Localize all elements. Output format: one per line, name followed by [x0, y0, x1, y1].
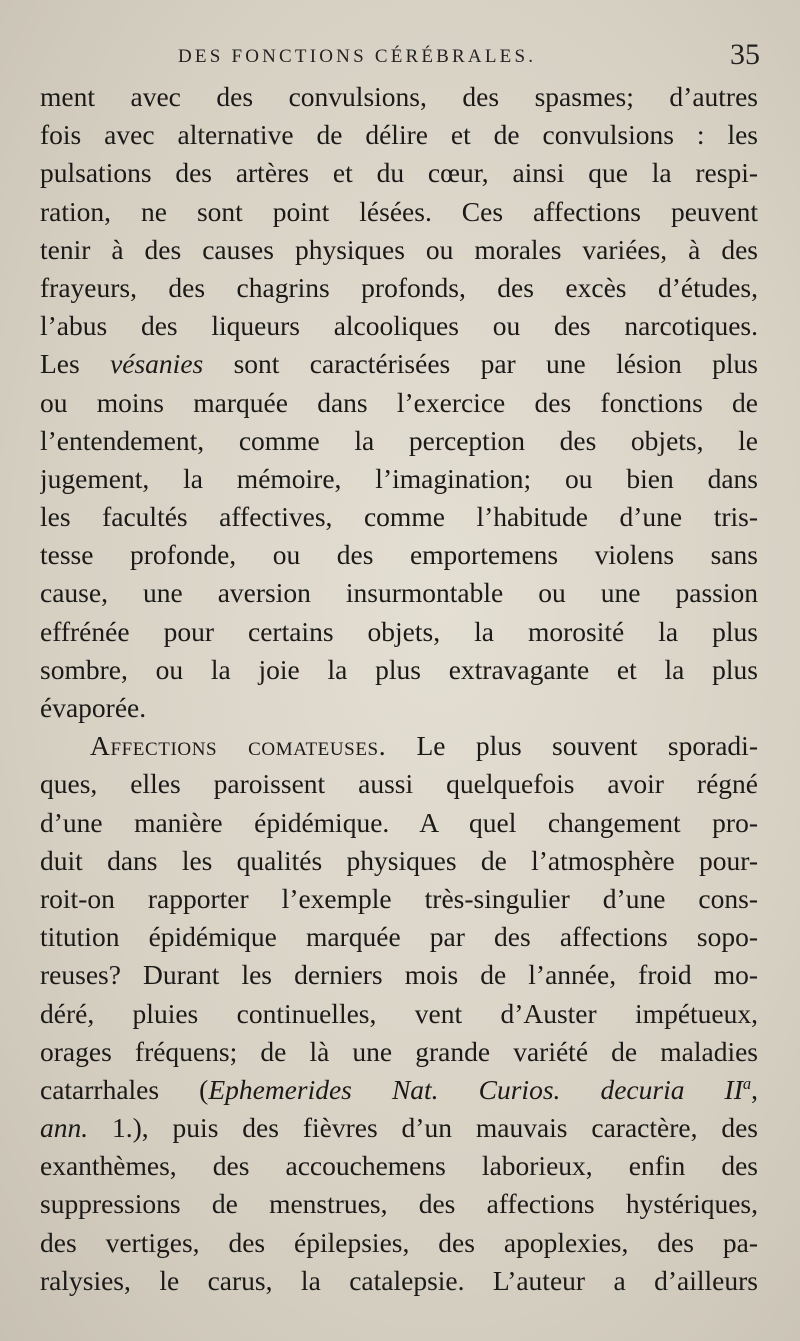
text-line: duit dans les qualités physiques de l’atmosphère pour- — [40, 844, 758, 876]
text-line: cause, une aversion insurmontable ou une passion — [40, 577, 758, 609]
text-line: titution épidémique marquée par des affections sopo- — [40, 921, 758, 953]
text-line: déré, pluies continuelles, vent d’Auster impétueux, — [40, 997, 758, 1029]
text-line: pulsations des artères et du cœur, ainsi que la respi- — [40, 157, 758, 189]
text-run: sont caractérisées par une lésion plus — [203, 348, 758, 380]
text-line: roit-on rapporter l’exemple très-singulier d’une cons- — [40, 882, 758, 914]
text-line: ques, elles paroissent aussi quelquefois avoir régné — [40, 768, 758, 800]
text-line: des vertiges, des épilepsies, des apoplexies, des pa- — [40, 1226, 758, 1258]
italic-term: vésanies — [110, 348, 204, 380]
text-line: suppressions de menstrues, des affections hystériques, — [40, 1188, 758, 1220]
text-run: catarrhales ( — [40, 1073, 209, 1105]
text-line: jugement, la mémoire, l’imagination; ou bien dans — [40, 462, 758, 494]
text-run: Le plus souvent sporadi- — [386, 730, 758, 762]
citation: Ephemerides Nat. Curios. decuria II — [208, 1073, 743, 1105]
text-line: ou moins marquée dans l’exercice des fonctions de — [40, 386, 758, 418]
text-line: l’entendement, comme la perception des objets, le — [40, 424, 758, 456]
text-line — [40, 1071, 758, 1109]
text-line: ment avec des convulsions, des spasmes; d’autres — [40, 81, 758, 112]
body-text — [40, 78, 758, 1300]
text-line: orages fréquens; de là une grande variété de maladies — [40, 1035, 758, 1067]
page-number: 35 — [730, 38, 760, 71]
text-line — [40, 345, 758, 383]
text-line — [40, 1109, 758, 1147]
text-run: , — [751, 1073, 758, 1105]
text-line: évaporée. — [40, 692, 147, 723]
running-title: DES FONCTIONS CÉRÉBRALES. — [178, 46, 537, 67]
text-line: d’une manière épidémique. A quel changement pro- — [40, 806, 758, 838]
text-line: les facultés affectives, comme l’habitude d’une tris- — [40, 501, 758, 533]
text-line: fois avec alternative de délire et de convulsions : les — [40, 119, 758, 151]
text-line: ralysies, le carus, la catalepsie. L’auteur a d’ailleurs — [40, 1264, 758, 1296]
text-line — [40, 727, 758, 765]
text-line: frayeurs, des chagrins profonds, des excès d’études, — [40, 271, 758, 303]
superscript: a — [742, 1073, 752, 1093]
text-line: tesse profonde, ou des emportemens violens sans — [40, 539, 758, 571]
text-line: exanthèmes, des accouchemens laborieux, enfin des — [40, 1150, 758, 1182]
text-line: sombre, ou la joie la plus extravagante et la plus — [40, 653, 758, 685]
text-line: tenir à des causes physiques ou morales variées, à des — [40, 233, 758, 265]
text-line: reuses? Durant les derniers mois de l’année, froid mo- — [40, 959, 758, 991]
text-line: ration, ne sont point lésées. Ces affections peuvent — [40, 195, 758, 227]
citation: ann. — [40, 1112, 89, 1144]
text-line: effrénée pour certains objets, la morosité la plus — [40, 615, 758, 647]
text-line: l’abus des liqueurs alcooliques ou des narcotiques. — [40, 310, 758, 342]
text-run: Les — [40, 348, 111, 380]
text-run: 1.), puis des fièvres d’un mauvais caractère, des — [88, 1112, 758, 1144]
section-heading: Affections comateuses. — [90, 730, 387, 762]
running-head — [40, 38, 760, 78]
